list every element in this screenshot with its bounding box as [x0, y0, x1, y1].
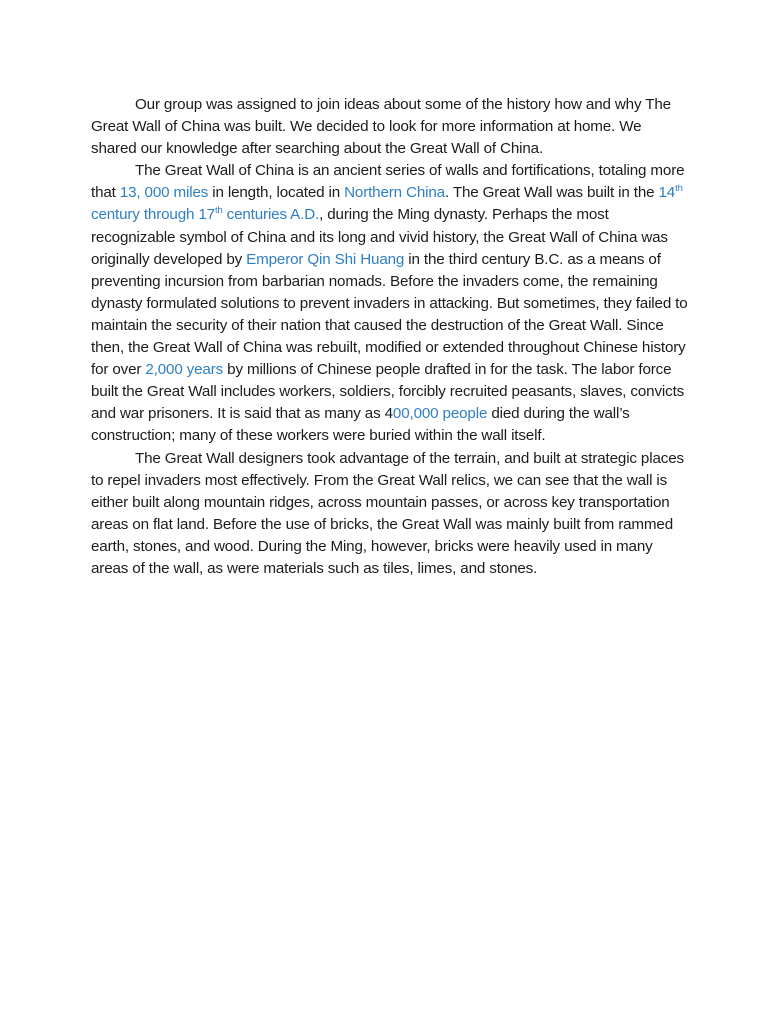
- century-range: century through 17: [91, 206, 215, 224]
- text-segment: in the third century B.C. as a means of preventing incursion from barbarian nomads. Before the invaders come, the remaining dynasty formulated solutions to prevent invaders in attacking. But sometimes, they failed to maintain the security of their nation that caused the destruction of the Great Wall. Since then, the Great Wall of China was rebuilt, modified or extended throughout Chinese history for over: [91, 250, 688, 379]
- text-segment: died during the wall’s construction; many of these workers were buried within the wall itself.: [91, 405, 630, 445]
- text-segment: in length, located in: [208, 184, 345, 202]
- text-segment: . The Great Wall was built in the: [444, 184, 659, 202]
- paragraph-construction: The Great Wall designers took advantage of the terrain, and built at strategic places to repel invaders most effectively. From the Great Wall relics, we can see that the wall is either built along mountain ridges, across mountain passes, or across key transportation areas on flat land. Before the use of bricks, the Great Wall was mainly built from rammed earth, stones, and wood. During the Ming, however, bricks were heavily used in many areas of the wall, as were materials such as tiles, limes, and stones.: [91, 449, 684, 577]
- superscript-th: th: [214, 205, 223, 217]
- superscript-th: th: [675, 183, 683, 195]
- text-segment: 4: [384, 405, 393, 423]
- highlight-deaths: 00,000 people: [392, 405, 488, 423]
- century-start: 14: [658, 184, 676, 202]
- highlight-length: 13, 000 miles: [119, 184, 209, 202]
- text-segment: The Great Wall of China is an ancient series of walls and fortifications, totaling more that: [91, 162, 685, 202]
- paragraph-intro: Our group was assigned to join ideas about some of the history how and why The Great Wall of China was built. We decided to look for more information at home. We shared our knowledge after searching about the Great Wall of China.: [91, 96, 671, 158]
- highlight-emperor: Emperor Qin Shi Huang: [246, 250, 405, 268]
- paragraph-history: [91, 160, 691, 447]
- highlight-years: 2,000 years: [145, 361, 224, 379]
- century-end: centuries A.D.: [222, 206, 320, 224]
- document-body: [91, 94, 691, 580]
- text-segment: by millions of Chinese people drafted in for the task. The labor force built the Great Wall includes workers, soldiers, forcibly recruited peasants, slaves, convicts and war prisoners. It is said that as many as: [91, 361, 685, 423]
- text-segment: , during the Ming dynasty. Perhaps the most recognizable symbol of China and its long and vivid history, the Great Wall of China was originally developed by: [91, 206, 668, 268]
- highlight-location: Northern China: [344, 184, 445, 202]
